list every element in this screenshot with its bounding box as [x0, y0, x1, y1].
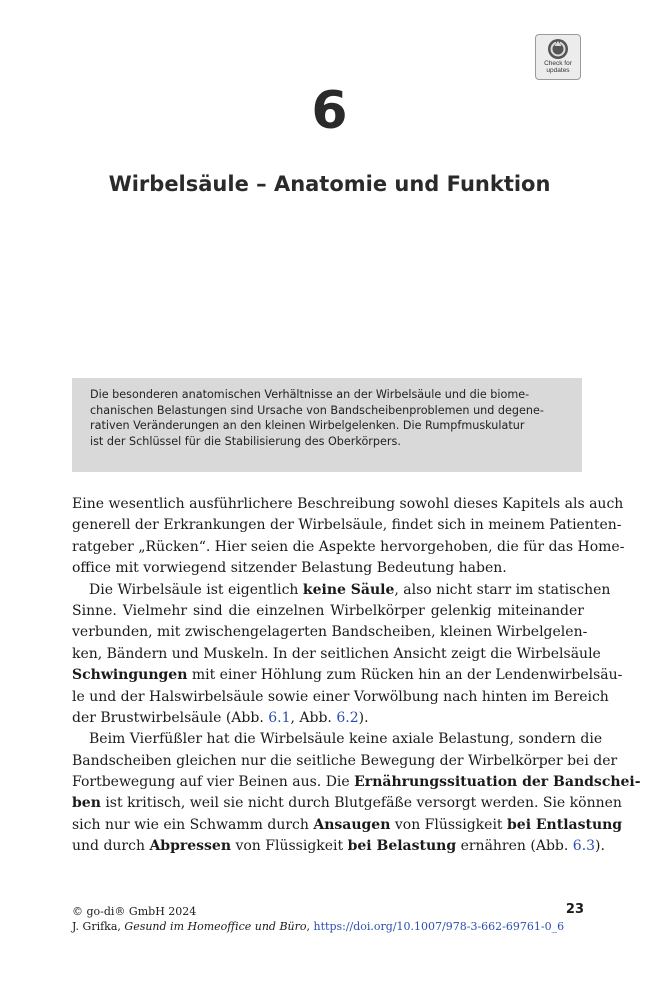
doi-link[interactable]: https://doi.org/10.1007/978-3-662-69761-0_6 [313, 920, 565, 933]
abstract-line: ist der Schlüssel für die Stabilisierung des Oberkörpers. [90, 434, 401, 448]
text-line: Bandscheiben gleichen nur die seitliche Bewegung der Wirbelkörper bei der [72, 752, 618, 769]
figure-link-6-1[interactable]: 6.1 [268, 709, 291, 726]
emphasis: ben [72, 795, 101, 812]
figure-link-6-3[interactable]: 6.3 [572, 838, 596, 855]
page-footer [72, 904, 584, 934]
text-line: ratgeber „Rücken“. Hier seien die Aspekte hervorgehoben, die für das Home- [72, 538, 625, 555]
text-line: Die Wirbelsäule ist eigentlich keine Säule, also nicht starr im statischen [89, 581, 611, 598]
citation-line: J. Grifka, Gesund im Homeoffice und Büro, https://doi.org/10.1007/978-3-662-69761-0_6 [72, 920, 565, 933]
body-text [72, 494, 641, 858]
text-line: ken, Bändern und Muskeln. In der seitlichen Ansicht zeigt die Wirbelsäule [72, 645, 601, 662]
chapter-title: Wirbelsäule – Anatomie und Funktion [108, 172, 551, 196]
check-for-updates-icon [547, 38, 569, 60]
emphasis: Ernährungssituation der Bandschei- [354, 774, 641, 791]
text-line: sich nur wie ein Schwamm durch Ansaugen von Flüssigkeit bei Entlastung [72, 816, 623, 833]
emphasis: bei Entlastung [507, 816, 623, 833]
badge-line-2: updates [546, 67, 570, 74]
text-line: verbunden, mit zwischengelagerten Bandscheiben, kleinen Wirbelgelen- [72, 624, 588, 641]
text-line: ben ist kritisch, weil sie nicht durch Blutgefäße versorgt werden. Sie können [72, 795, 622, 812]
abstract-line: Die besonderen anatomischen Verhältnisse an der Wirbelsäule und die biome- [90, 388, 530, 401]
book-title: Gesund im Homeoffice und Büro [124, 920, 307, 933]
emphasis: Schwingungen [72, 667, 188, 684]
emphasis: keine Säule [302, 581, 395, 598]
chapter-abstract [72, 378, 582, 472]
badge-line-1: Check for [544, 60, 572, 67]
text-line: Sinne. Vielmehr sind die einzelnen Wirbelkörper gelenkig miteinander [72, 602, 584, 619]
check-for-updates-badge[interactable] [535, 34, 581, 80]
text-line: Schwingungen mit einer Höhlung zum Rücken hin an der Lendenwirbelsäu- [72, 667, 623, 684]
text-line: generell der Erkrankungen der Wirbelsäule, findet sich in meinem Patienten- [72, 517, 622, 534]
page-number: 23 [565, 902, 584, 917]
text-line: und durch Abpressen von Flüssigkeit bei Belastung ernähren (Abb. 6.3). [72, 838, 605, 855]
text-line: Fortbewegung auf vier Beinen aus. Die Ernährungssituation der Bandschei- [72, 774, 641, 791]
text-line: office mit vorwiegend sitzender Belastung Bedeutung haben. [72, 560, 507, 577]
chapter-number: 6 [311, 81, 348, 141]
text-line: Beim Vierfüßler hat die Wirbelsäule keine axiale Belastung, sondern die [89, 731, 603, 748]
abstract-line: chanischen Belastungen sind Ursache von Bandscheibenproblemen und degene- [90, 403, 544, 417]
text-line: Eine wesentlich ausführlichere Beschreibung sowohl dieses Kapitels als auch [72, 496, 624, 512]
text-line: le und der Halswirbelsäule sowie einer Vorwölbung nach hinten im Bereich [72, 688, 609, 705]
emphasis: bei Belastung [347, 838, 457, 855]
figure-link-6-2[interactable]: 6.2 [336, 709, 359, 726]
copyright-line: © go-di® GmbH 2024 [72, 905, 197, 918]
emphasis: Ansaugen [313, 816, 391, 833]
abstract-line: rativen Veränderungen an den kleinen Wirbelgelenken. Die Rumpfmuskulatur [90, 419, 525, 432]
text-line: der Brustwirbelsäule (Abb. 6.1, Abb. 6.2). [72, 709, 369, 726]
emphasis: Abpressen [149, 838, 232, 855]
